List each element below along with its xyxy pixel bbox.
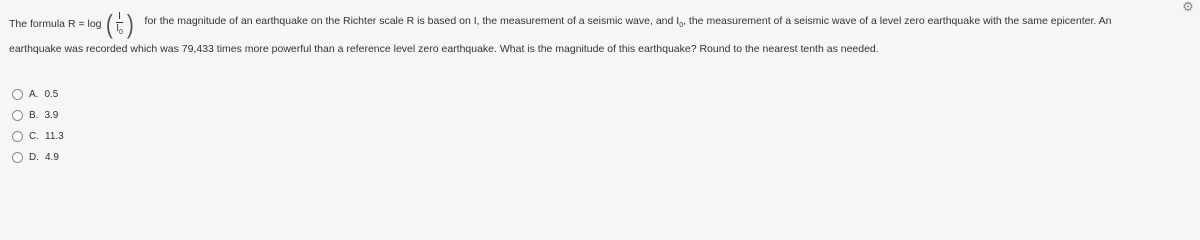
right-paren: )	[126, 9, 134, 39]
formula-fraction	[105, 11, 135, 38]
option-value: 4.9	[45, 152, 59, 163]
option-d[interactable]	[12, 147, 64, 168]
question-text	[9, 9, 1184, 56]
fraction-numerator: I	[118, 10, 121, 22]
radio-button-icon[interactable]	[12, 131, 23, 142]
fraction-denominator-sub: 0	[118, 28, 123, 36]
left-paren: (	[105, 9, 113, 39]
option-b[interactable]	[12, 105, 64, 126]
question-line-1-text: for the magnitude of an earthquake on the Richter scale R is based on I, the measurement of a seismic wave, and $I_0$, the measurement of a seismic wave of a level zero earthquake with the same epicenter. An	[144, 15, 1112, 30]
radio-button-icon[interactable]	[12, 89, 23, 100]
radio-button-icon[interactable]	[12, 152, 23, 163]
answer-options	[12, 84, 64, 168]
option-value: 11.3	[45, 131, 64, 142]
option-value: 3.9	[44, 110, 59, 121]
formula-intro: The formula R = log	[9, 18, 102, 30]
option-letter: B.	[29, 110, 39, 121]
option-a[interactable]	[12, 84, 64, 105]
gear-icon[interactable]: ⚙	[1182, 0, 1194, 14]
option-letter: A.	[29, 89, 39, 100]
question-line-1	[9, 9, 1184, 39]
option-letter: C.	[29, 131, 39, 142]
option-value: 0.5	[44, 89, 59, 100]
option-letter: D.	[29, 152, 39, 163]
fraction-denominator: I	[116, 22, 119, 34]
question-line-2: earthquake was recorded which was 79,433 times more powerful than a reference level zero earthquake. What is the magnitude of this earthquake? Round to the nearest tenth as needed.	[9, 43, 879, 55]
option-c[interactable]	[12, 126, 64, 147]
radio-button-icon[interactable]	[12, 110, 23, 121]
